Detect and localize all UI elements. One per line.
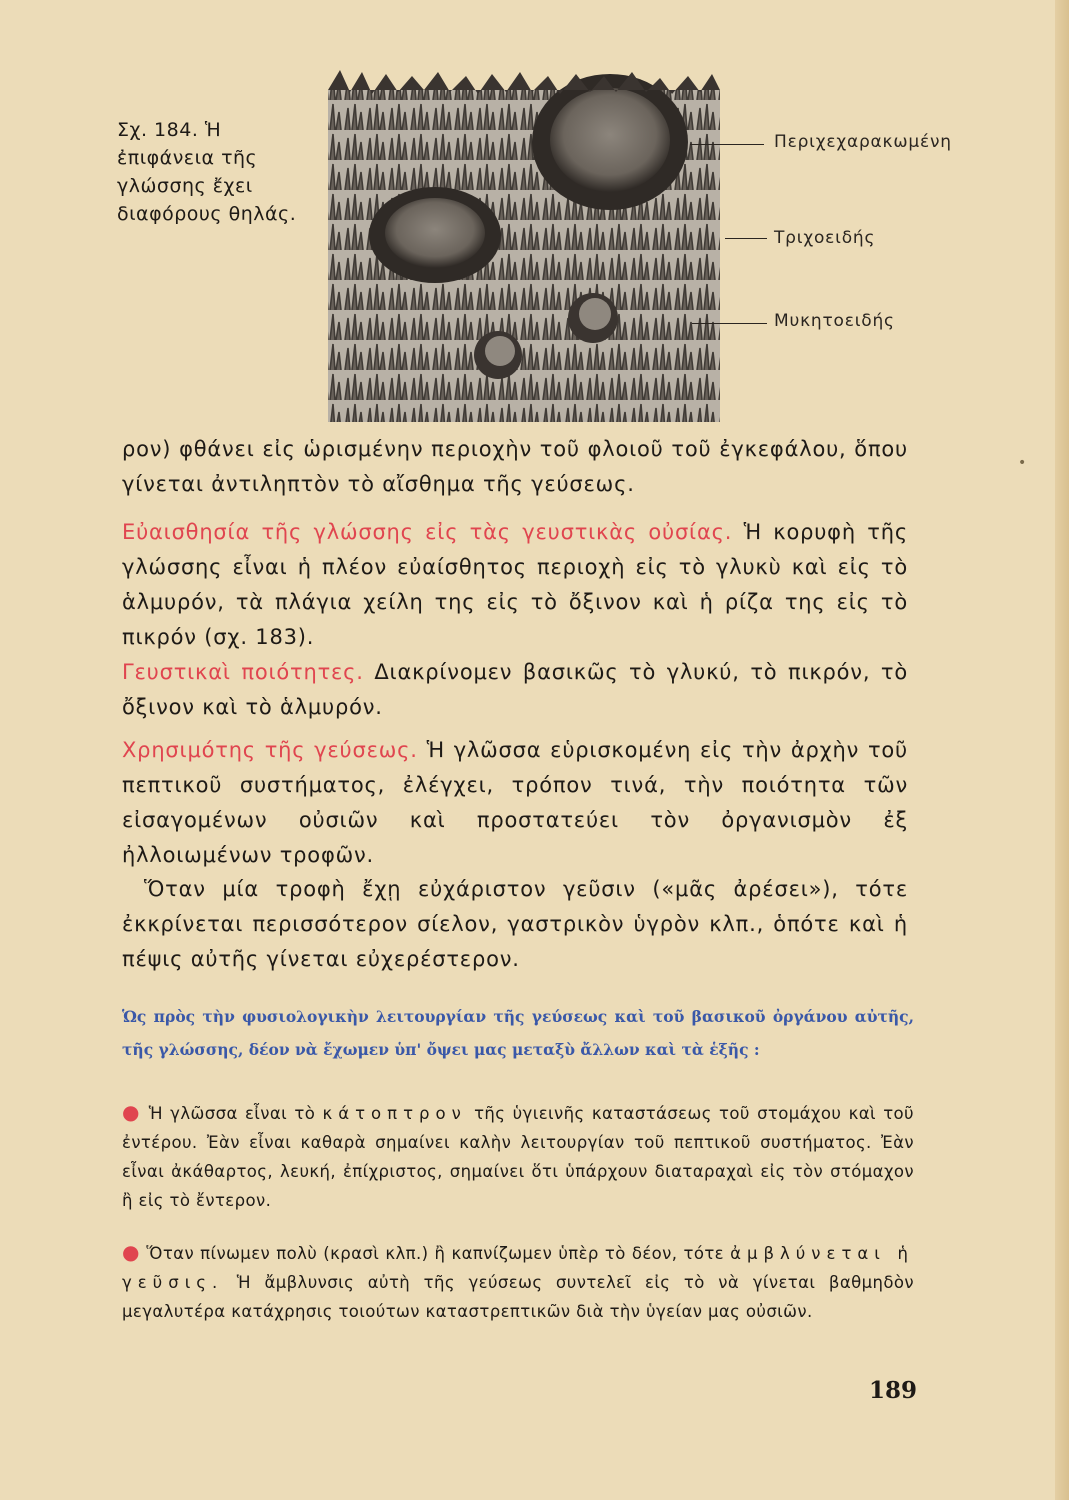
bullet-emphasis: ἀμβλύνεται ἡ γεῦσις. xyxy=(122,1244,914,1292)
label-fungiform: Μυκητοειδής xyxy=(774,311,895,331)
heading-qualities: Γευστικαὶ ποιότητες. xyxy=(122,660,364,684)
fungiform-papilla-1-top xyxy=(579,298,611,330)
label-filiform: Τριχοειδής xyxy=(774,228,876,248)
heading-usefulness: Χρησιμότης τῆς γεύσεως. xyxy=(122,738,418,762)
bullet-text: Ὅταν πίνωμεν πολὺ (κρασὶ κλπ.) ἢ καπνίζωμεν ὑπὲρ τὸ δέον, τότε xyxy=(146,1244,724,1263)
paragraph-digestion: Ὅταν μία τροφὴ ἔχῃ εὐχάριστον γεῦσιν («μᾶς ἀρέσει»), τότε ἐκκρίνεται περισσότερον σίελον, γαστρικὸν ὑγρὸν κλπ., ὁπότε καὶ ἡ πέψις αὐτῆς γίνεται εὐχερέστερον. xyxy=(122,877,908,971)
heading-sensitivity: Εὐαισθησία τῆς γλώσσης εἰς τὰς γευστικὰς οὐσίας. xyxy=(122,520,733,544)
circumvallate-papilla-small-center xyxy=(385,198,485,268)
tongue-papillae-figure xyxy=(320,70,725,425)
body-sensitivity: Ἡ κορυφὴ τῆς γλώσσης εἶναι ἡ πλέον εὐαίσθητος περιοχὴ εἰς τὸ γλυκὺ καὶ εἰς τὸ ἁλμυρόν, τὰ πλάγια χείλη της εἰς τὸ ὄξινον καὶ ἡ ρίζα της εἰς τὸ πικρόν (σχ. 183). xyxy=(122,520,908,649)
label-leader-line xyxy=(690,144,764,145)
circumvallate-papilla-large-center xyxy=(550,88,670,192)
bullet-icon: ● xyxy=(122,1240,141,1264)
paragraph-sensitivity xyxy=(122,515,908,655)
body-usefulness: Ἡ γλῶσσα εὑρισκομένη εἰς τὴν ἀρχὴν τοῦ πεπτικοῦ συστήματος, ἐλέγχει, τρόπον τινά, τὴν ποιότητα τῶν εἰσαγομένων οὐσιῶν καὶ προστατεύει τὸν ὀργανισμὸν ἐξ ἠλλοιωμένων τροφῶν. xyxy=(122,738,909,867)
page-number: 189 xyxy=(869,1377,918,1404)
bullet-text: τῆς ὑγιεινῆς καταστάσεως τοῦ στομάχου καὶ τοῦ ἐντέρου. Ἐὰν εἶναι καθαρὰ σημαίνει καλὴν λειτουργίαν τοῦ πεπτικοῦ συστήματος. Ἐὰν εἶναι ἀκάθαρτος, λευκή, ἐπίχριστος, σημαίνει ὅτι ὑπάρχουν διαταραχαὶ εἰς τὸν στόμαχον ἢ εἰς τὸ ἔντερον. xyxy=(122,1104,914,1210)
body-qualities: Διακρίνομεν βασικῶς τὸ γλυκύ, τὸ πικρόν, τὸ ὄξινον καὶ τὸ ἁλμυρόν. xyxy=(122,660,908,719)
paragraph-qualities xyxy=(122,655,908,725)
fungiform-papilla-2-top xyxy=(485,336,515,366)
note-intro: Ὡς πρὸς τὴν φυσιολογικὴν λειτουργίαν τῆς γεύσεως καὶ τοῦ βασικοῦ ὀργάνου αὐτῆς, τῆς γλώσσης, δέον νὰ ἔχωμεν ὑπ' ὄψει μας μεταξὺ ἄλλων καὶ τὰ ἑξῆς : xyxy=(122,1007,914,1059)
bullet-item-mirror xyxy=(122,1098,914,1215)
paragraph-usefulness xyxy=(122,733,908,873)
bullet-text: Ἡ ἄμβλυνσις αὐτὴ τῆς γεύσεως συντελεῖ εἰς τὸ νὰ γίνεται βαθμηδὸν μεγαλυτέρα κατάχρησις τοιούτων καταστρεπτικῶν διὰ τὴν ὑγείαν μας οὐσιῶν. xyxy=(122,1273,914,1321)
margin-mark: • xyxy=(1018,455,1027,471)
figure-caption: Σχ. 184. Ἡ ἐπιφάνεια τῆς γλώσσης ἔχει διαφόρους θηλάς. xyxy=(117,119,297,225)
label-circumvallate: Περιχεχαρακωμένη xyxy=(774,132,952,152)
bullet-icon: ● xyxy=(122,1100,142,1124)
label-leader-line xyxy=(725,238,767,239)
tongue-surface-illustration xyxy=(320,70,725,425)
label-leader-line xyxy=(692,323,767,324)
bullet-text: Ἡ γλῶσσα εἶναι τὸ xyxy=(148,1104,316,1123)
bullet-emphasis: κάτοπτρον xyxy=(322,1104,467,1123)
bullet-item-dulling xyxy=(122,1238,914,1326)
page-edge xyxy=(1055,0,1069,1500)
paragraph-continuation: ρον) φθάνει εἰς ὡρισμένην περιοχὴν τοῦ φλοιοῦ τοῦ ἐγκεφάλου, ὅπου γίνεται ἀντιληπτὸν τὸ αἴσθημα τῆς γεύσεως. xyxy=(122,437,908,496)
